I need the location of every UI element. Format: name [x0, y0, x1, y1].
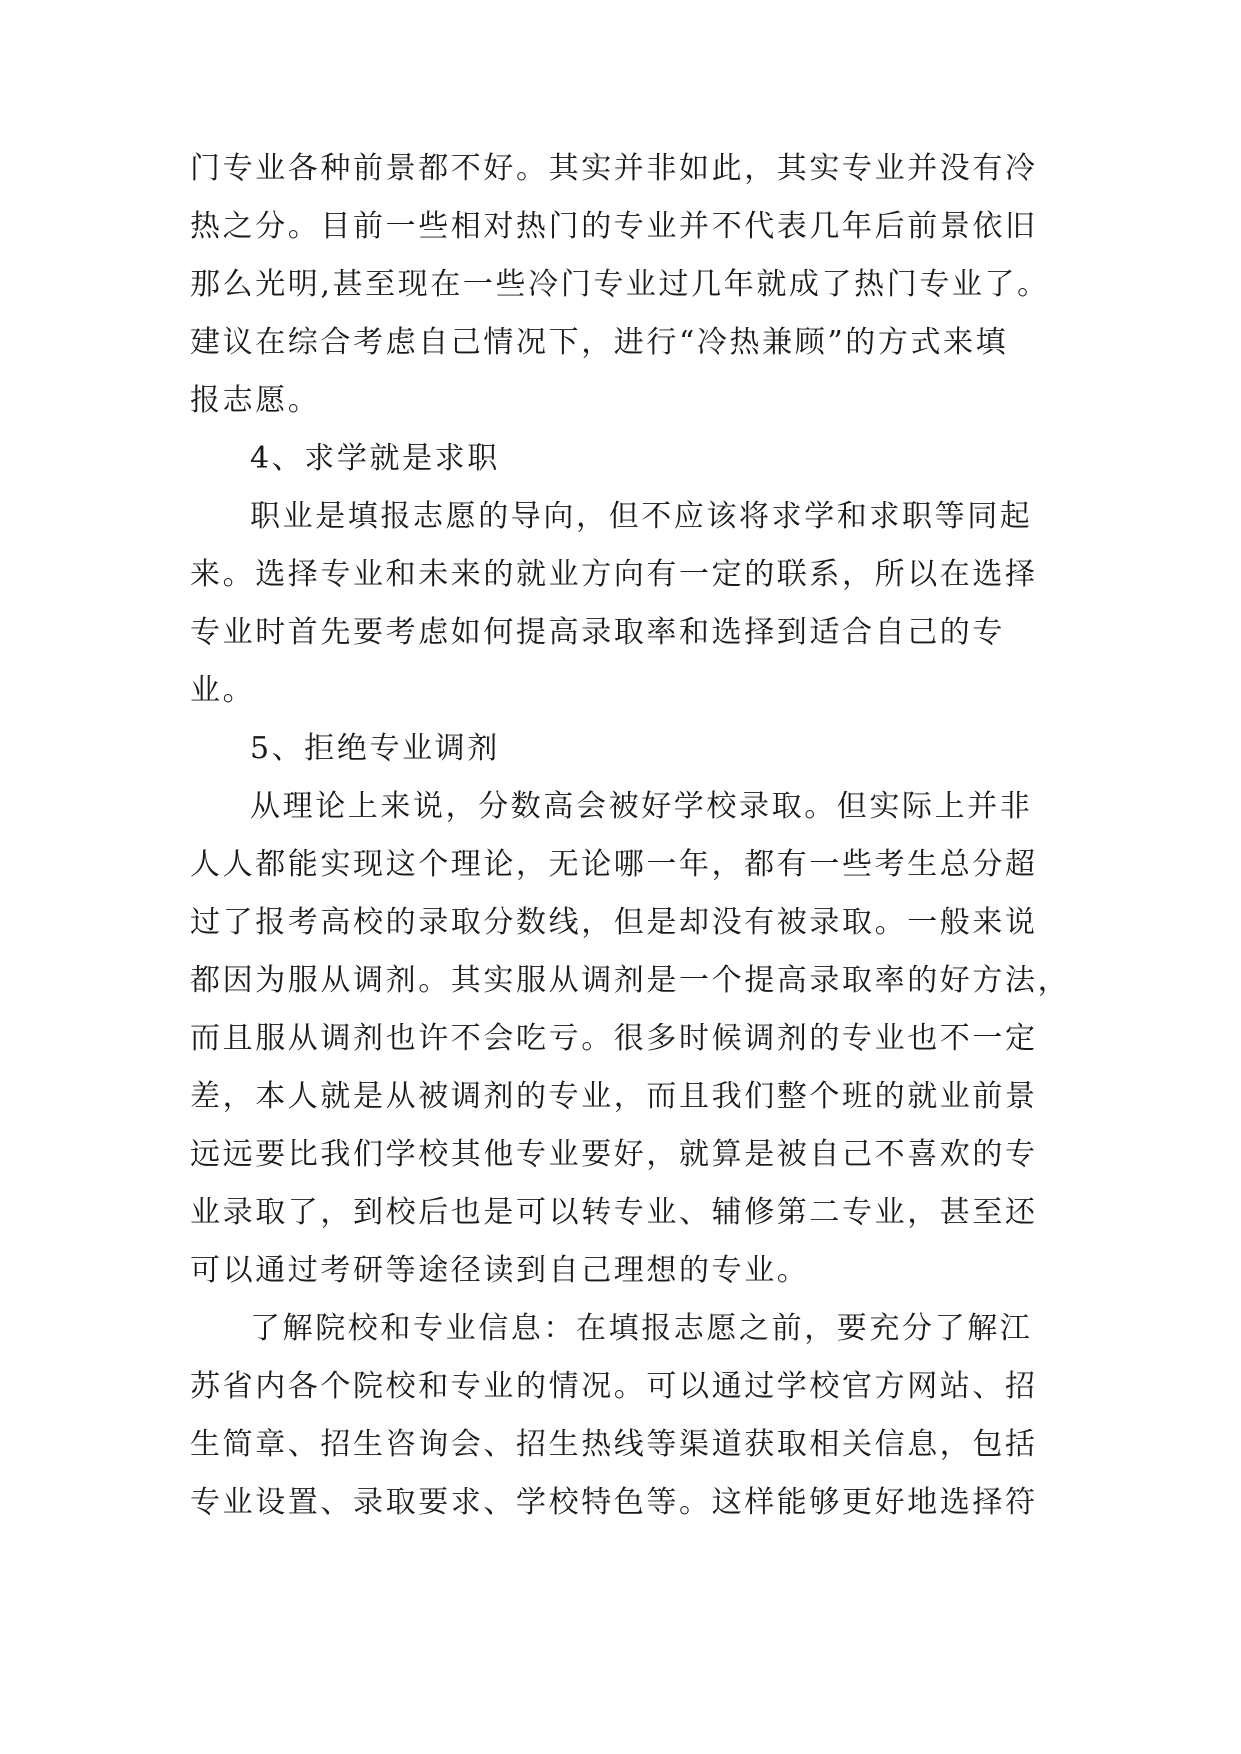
body-text-line: 来。选择专业和未来的就业方向有一定的联系，所以在选择: [190, 557, 1038, 592]
body-text-line: 苏省内各个院校和专业的情况。可以通过学校官方网站、招: [190, 1369, 1038, 1404]
body-text-line: 那么光明,甚至现在一些冷门专业过几年就成了热门专业了。: [190, 267, 1050, 302]
body-text-line: 报志愿。: [190, 383, 321, 418]
body-text-line: 人人都能实现这个理论，无论哪一年，都有一些考生总分超: [190, 847, 1038, 882]
body-text-line: 热之分。目前一些相对热门的专业并不代表几年后前景依旧: [190, 209, 1038, 244]
body-text-line: 过了报考高校的录取分数线，但是却没有被录取。一般来说: [190, 905, 1038, 940]
body-text-line: 专业时首先要考虑如何提高录取率和选择到适合自己的专: [190, 615, 1005, 650]
body-text-line: 从理论上来说，分数高会被好学校录取。但实际上并非: [250, 789, 1033, 824]
body-text-line: 而且服从调剂也许不会吃亏。很多时候调剂的专业也不一定: [190, 1021, 1038, 1056]
body-text-line: 专业设置、录取要求、学校特色等。这样能够更好地选择符: [190, 1485, 1038, 1520]
body-text-line: 门专业各种前景都不好。其实并非如此，其实专业并没有冷: [190, 151, 1038, 186]
body-text-line: 可以通过考研等途径读到自己理想的专业。: [190, 1253, 810, 1288]
body-text-line: 建议在综合考虑自己情况下，进行“冷热兼顾”的方式来填: [190, 325, 1009, 360]
body-text-line: 了解院校和专业信息：在填报志愿之前，要充分了解江: [250, 1311, 1033, 1346]
body-text-line: 都因为服从调剂。其实服从调剂是一个提高录取率的好方法，: [190, 963, 1071, 998]
body-text-line: 职业是填报志愿的导向，但不应该将求学和求职等同起: [250, 499, 1033, 534]
section-heading-5: 5、拒绝专业调剂: [250, 731, 500, 766]
body-text-line: 业。: [190, 673, 256, 708]
body-text-line: 业录取了，到校后也是可以转专业、辅修第二专业，甚至还: [190, 1195, 1038, 1230]
section-heading-4: 4、求学就是求职: [250, 441, 500, 476]
body-text-line: 差，本人就是从被调剂的专业，而且我们整个班的就业前景: [190, 1079, 1038, 1114]
body-text-line: 远远要比我们学校其他专业要好，就算是被自己不喜欢的专: [190, 1137, 1038, 1172]
body-text-line: 生简章、招生咨询会、招生热线等渠道获取相关信息，包括: [190, 1427, 1038, 1462]
